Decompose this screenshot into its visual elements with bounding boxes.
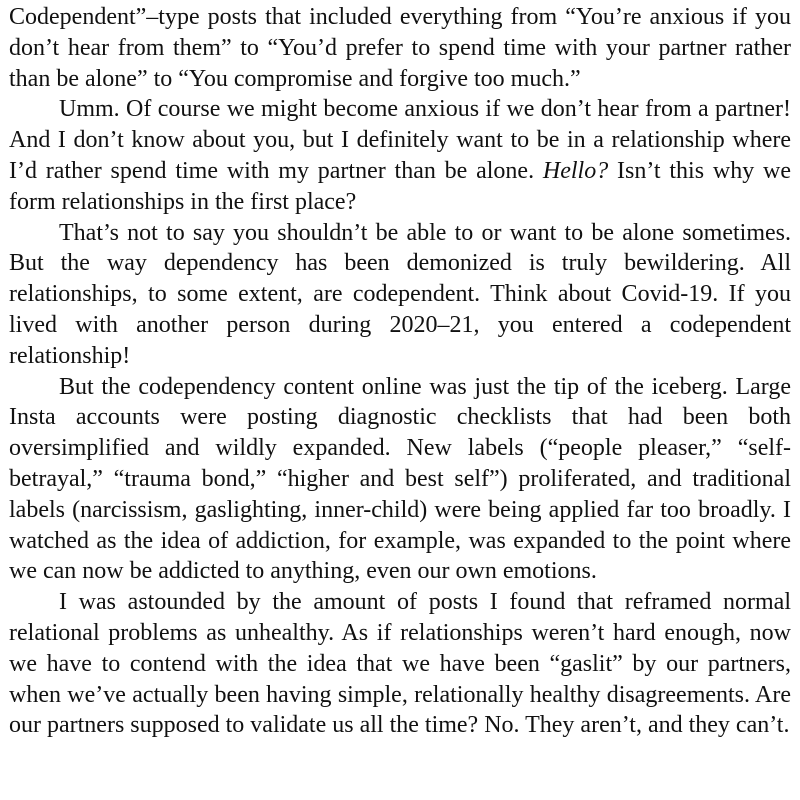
paragraph-3: That’s not to say you shouldn’t be able to or want to be alone sometimes. But the way dependency has been demonized is truly bewildering. All relationships, to some extent, are codependent. Think about Covid-19. If you lived with another person during 2020–21, you entered a codependent relationship!: [9, 219, 791, 369]
paragraph-2-emphasis: Hello?: [542, 157, 609, 184]
paragraph-2: [9, 94, 791, 217]
paragraph-2-text-after: Isn’t this why we form relationships in the first place?: [9, 157, 791, 215]
paragraph-5: I was astounded by the amount of posts I found that reframed normal relational problems as unhealthy. As if relationships weren’t hard enough, now we have to contend with the idea that we have been “gaslit” by our partners, when we’ve actually been having simple, relationally healthy disagreements. Are our partners supposed to validate us all the time? No. They aren’t, and they can’t.: [9, 589, 791, 739]
paragraph-4: But the codependency content online was just the tip of the iceberg. Large Insta accounts were posting diagnostic checklists that had been both oversimplified and wildly expanded. New labels (“people pleaser,” “self-betrayal,” “trauma bond,” “higher and best self”) proliferated, and traditional labels (narcissism, gaslighting, inner-child) were being applied far too broadly. I watched as the idea of addiction, for example, was expanded to the point where we can now be addicted to anything, even our own emotions.: [9, 373, 791, 585]
paragraph-2-text-before: Umm. Of course we might become anxious if we don’t hear from a partner! And I don’t know about you, but I definitely want to be in a relationship where I’d rather spend time with my partner than be alone.: [9, 96, 791, 184]
paragraph-1: Codependent”–type posts that included everything from “You’re anxious if you don’t hear from them” to “You’d prefer to spend time with your partner rather than be alone” to “You compromise and forgive too much.”: [9, 4, 791, 92]
